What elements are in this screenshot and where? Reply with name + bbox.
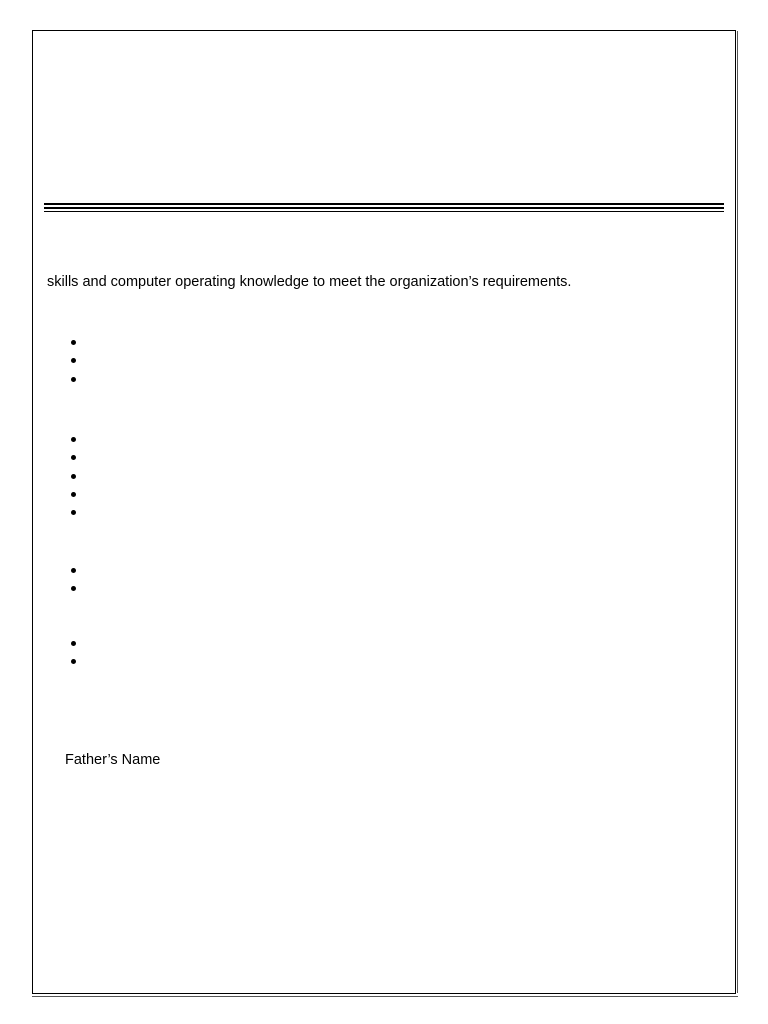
- fathers-name-label: Father’s Name: [65, 752, 161, 768]
- bullet-icon: [71, 377, 76, 382]
- bullet-icon: [71, 340, 76, 345]
- bullet-icon: [71, 586, 76, 591]
- header-divider-line: [44, 211, 724, 212]
- bullet-icon: [71, 455, 76, 460]
- bullet-icon: [71, 641, 76, 646]
- bullet-icon: [71, 659, 76, 664]
- bullet-icon: [71, 492, 76, 497]
- page-bottom-edge: [32, 994, 738, 997]
- career-objective-text: skills and computer operating knowledge to meet the organization’s requirements.: [47, 274, 572, 290]
- header-divider-line: [44, 207, 724, 209]
- page-border: [32, 30, 736, 994]
- bullet-icon: [71, 474, 76, 479]
- header-divider-line: [44, 203, 724, 205]
- bullet-icon: [71, 568, 76, 573]
- bullet-icon: [71, 437, 76, 442]
- bullet-icon: [71, 510, 76, 515]
- bullet-icon: [71, 358, 76, 363]
